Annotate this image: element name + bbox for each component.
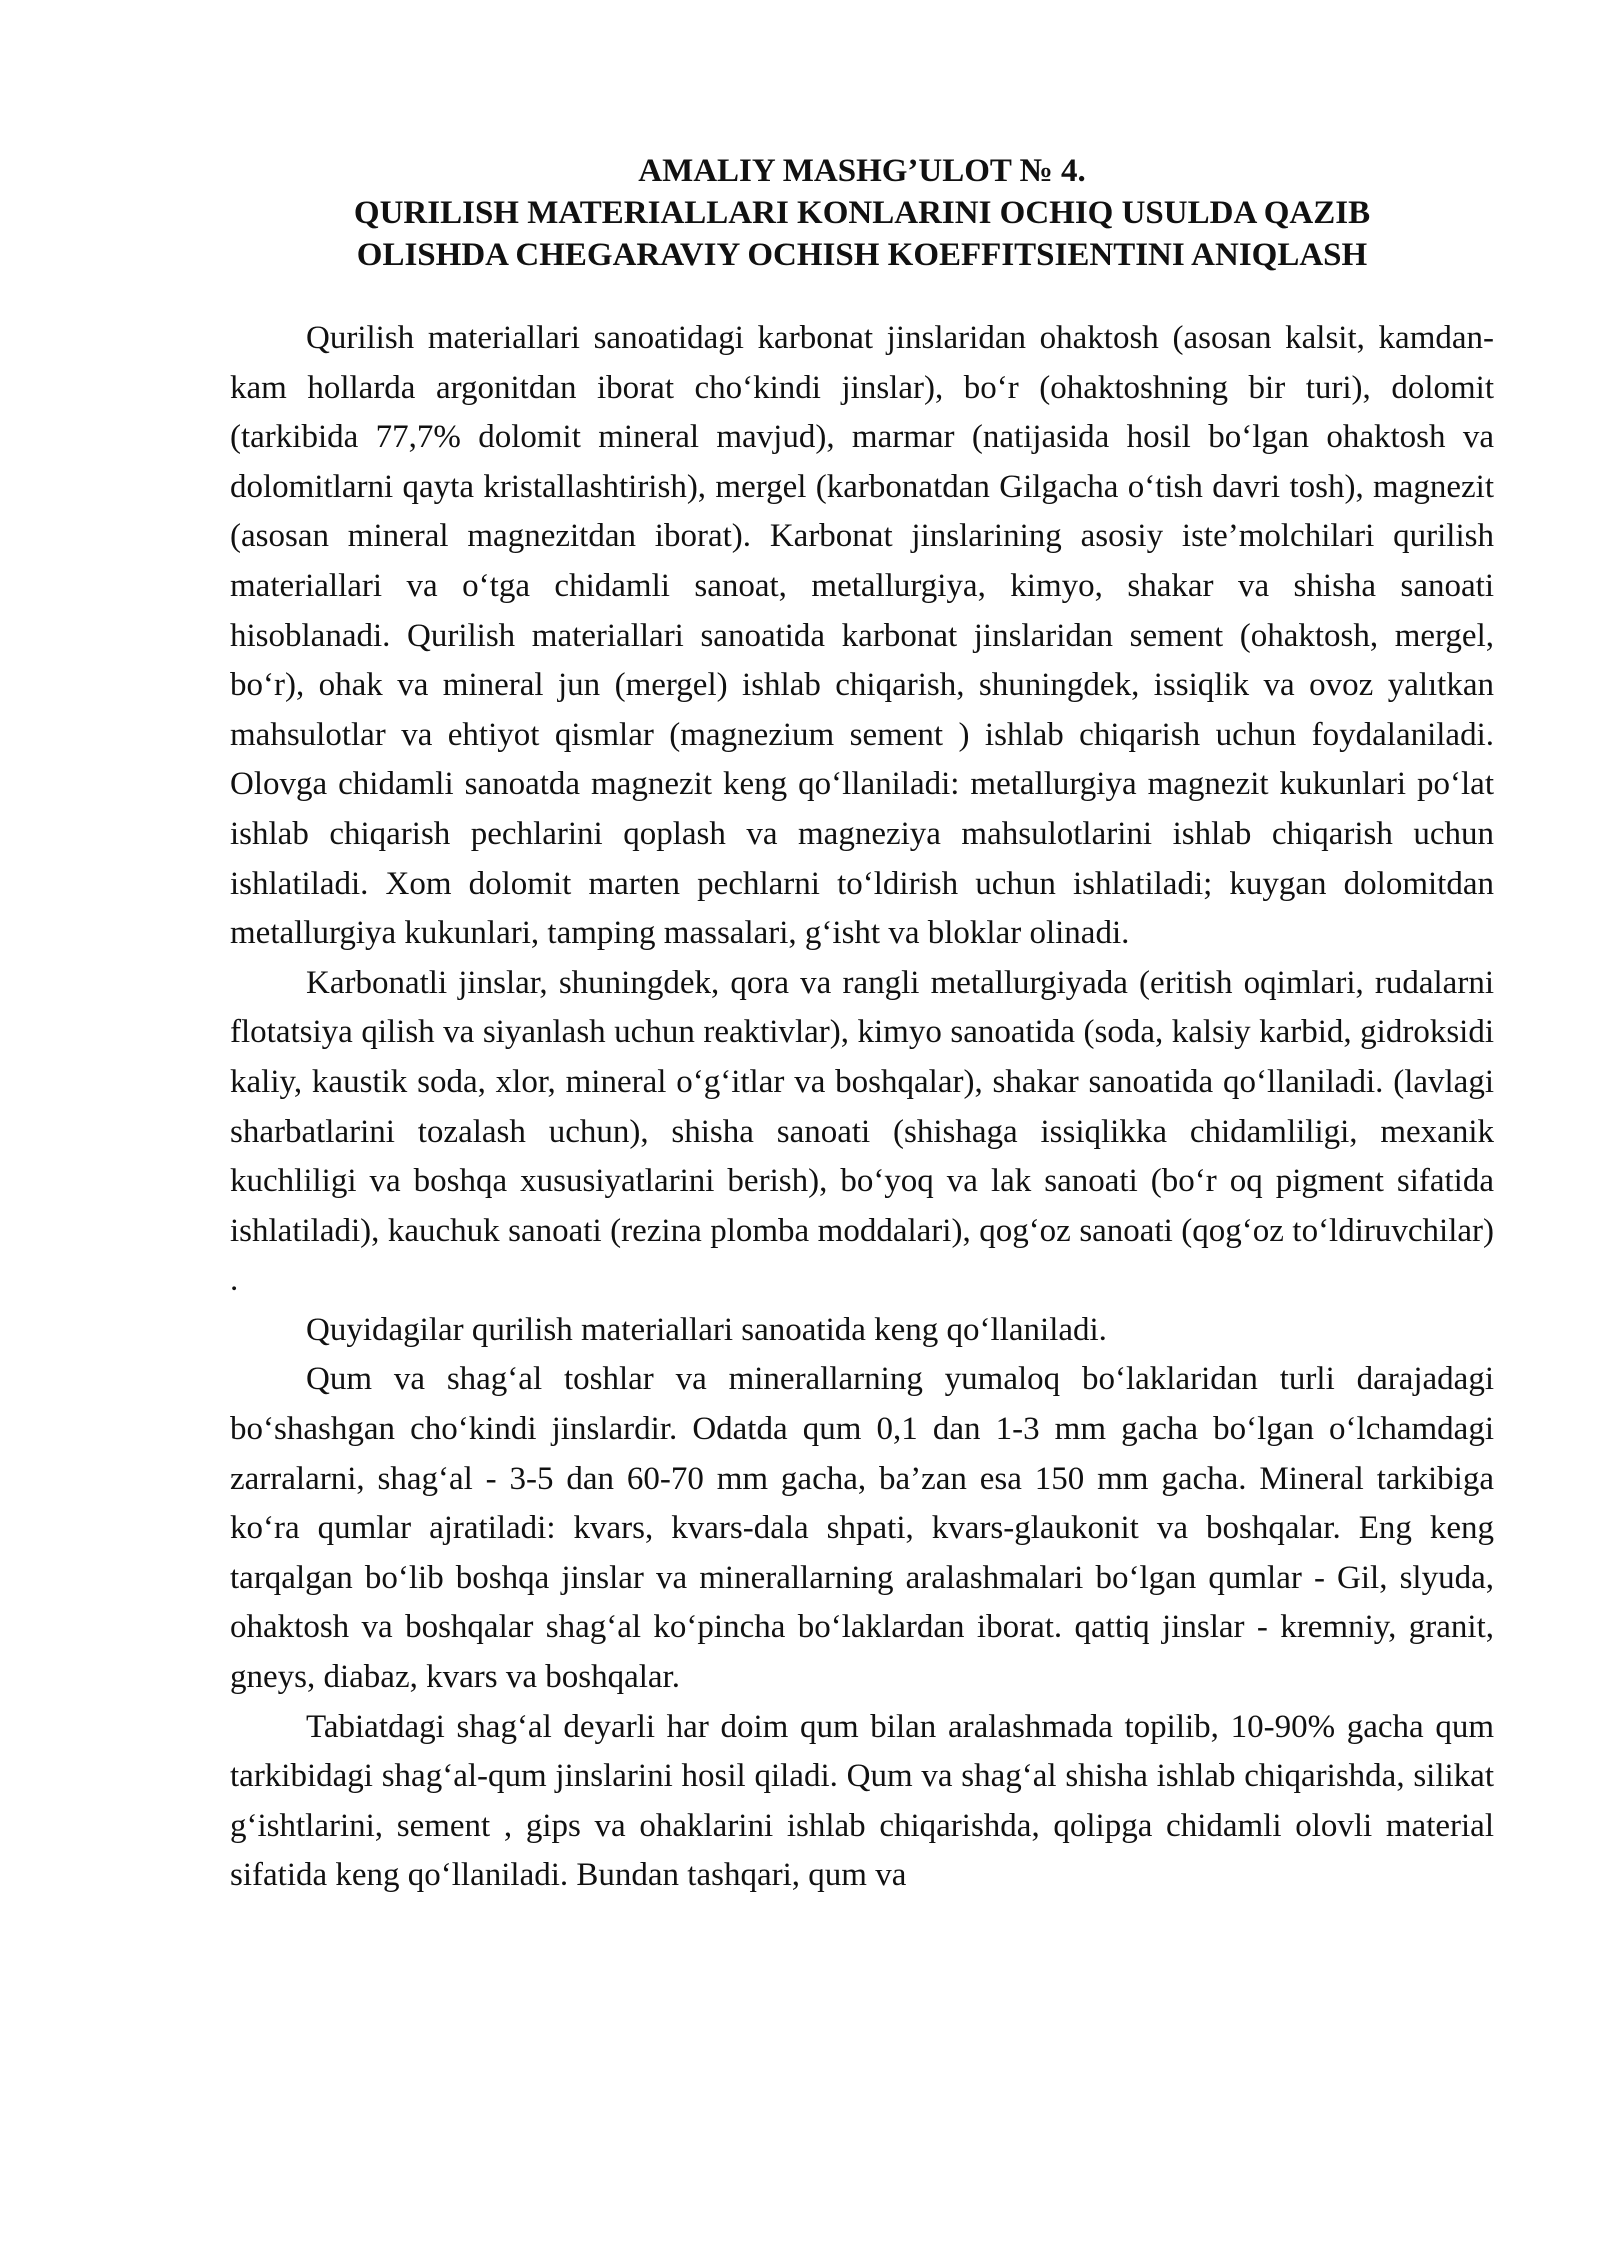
paragraph-5: Tabiatdagi shag‘al deyarli har doim qum bilan aralashmada topilib, 10-90% gacha qum tarkibidagi shag‘al-qum jinslarini hosil qiladi. Qum va shag‘al shisha ishlab chiqarishda, silikat g‘ishtlarini, sement , gips va ohaklarini ishlab chiqarishda, qolipga chidamli olovli material sifatida keng qo‘llaniladi. Bundan tashqari, qum va <box>230 1708 1494 1894</box>
page-title <box>230 150 1494 276</box>
paragraph-3: Quyidagilar qurilish materiallari sanoatida keng qo‘llaniladi. <box>306 1311 1107 1348</box>
title-line-1: AMALIY MASHG’ULOT № 4. <box>638 153 1086 189</box>
paragraph-2: Karbonatli jinslar, shuningdek, qora va rangli metallurgiyada (eritish oqimlari, rudalarni flotatsiya qilish va siyanlash uchun reaktivlar), kimyo sanoatida (soda, kalsiy karbid, gidroksidi kaliy, kaustik soda, xlor, mineral o‘g‘itlar va boshqalar), shakar sanoatida qo‘llaniladi. (lavlagi sharbatlarini tozalash uchun), shisha sanoati (shishaga issiqlikka chidamliligi, mexanik kuchliligi va boshqa xususiyatlarini berish), bo‘yoq va lak sanoati (bo‘r oq pigment sifatida ishlatiladi), kauchuk sanoati (rezina plomba moddalari), qog‘oz sanoati (qog‘oz to‘ldiruvchilar) . <box>230 964 1494 1299</box>
paragraph-4: Qum va shag‘al toshlar va minerallarning yumaloq bo‘laklaridan turli darajadagi bo‘shashgan cho‘kindi jinslardir. Odatda qum 0,1 dan 1-3 mm gacha bo‘lgan o‘lchamdagi zarralarni, shag‘al - 3-5 dan 60-70 mm gacha, ba’zan esa 150 mm gacha. Mineral tarkibiga ko‘ra qumlar ajratiladi: kvars, kvars-dala shpati, kvars-glaukonit va boshqalar. Eng keng tarqalgan bo‘lib boshqa jinslar va minerallarning aralashmalari bo‘lgan qumlar - Gil, slyuda, ohaktosh va boshqalar shag‘al ko‘pincha bo‘laklardan iborat. qattiq jinslar - kremniy, granit, gneys, diabaz, kvars va boshqalar. <box>230 1361 1494 1696</box>
title-line-3: OLISHDA CHEGARAVIY OCHISH KOEFFITSIENTINI ANIQLASH <box>356 237 1368 273</box>
document-page <box>230 150 1494 1901</box>
paragraph-1: Qurilish materiallari sanoatidagi karbonat jinslaridan ohaktosh (asosan kalsit, kamdan-kam hollarda argonitdan iborat cho‘kindi jinslar), bo‘r (ohaktoshning bir turi), dolomit (tarkibida 77,7% dolomit mineral mavjud), marmar (natijasida hosil bo‘lgan ohaktosh va dolomitlarni qayta kristallashtirish), mergel (karbonatdan Gilgacha o‘tish davri tosh), magnezit (asosan mineral magnezitdan iborat). Karbonat jinslarining asosiy iste’molchilari qurilish materiallari va o‘tga chidamli sanoat, metallurgiya, kimyo, shakar va shisha sanoati hisoblanadi. Qurilish materiallari sanoatida karbonat jinslaridan sement (ohaktosh, mergel, bo‘r), ohak va mineral jun (mergel) ishlab chiqarish, shuningdek, issiqlik va ovoz yalıtkan mahsulotlar va ehtiyot qismlar (magnezium sement ) ishlab chiqarish uchun foydalaniladi. Olovga chidamli sanoatda magnezit keng qo‘llaniladi: metallurgiya magnezit kukunlari po‘lat ishlab chiqarish pechlarini qoplash va magneziya mahsulotlarini ishlab chiqarish uchun ishlatiladi. Xom dolomit marten pechlarni to‘ldirish uchun ishlatiladi; kuygan dolomitdan metallurgiya kukunlari, tamping massalari, g‘isht va bloklar olinadi. <box>230 320 1494 952</box>
title-line-2: QURILISH MATERIALLARI KONLARINI OCHIQ USULDA QAZIB <box>353 195 1371 231</box>
